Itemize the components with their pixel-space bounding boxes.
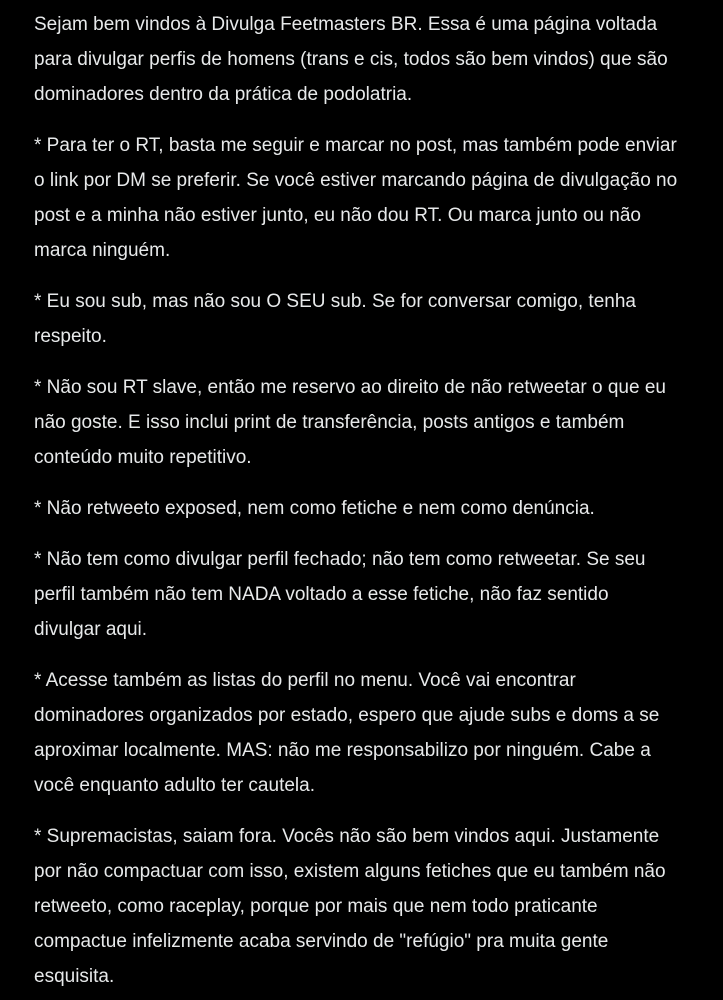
text-line: conteúdo muito repetitivo. xyxy=(34,447,252,468)
paragraph-welcome xyxy=(34,7,689,112)
text-line: divulgar aqui. xyxy=(34,619,148,640)
paragraph-respect-rule xyxy=(34,284,689,354)
text-line: dominadores dentro da prática de podolatria. xyxy=(34,84,413,105)
text-line: compactue infelizmente acaba servindo de "refúgio" pra muita gente xyxy=(34,931,609,952)
text-line: * Acesse também as listas do perfil no menu. Você vai encontrar xyxy=(34,670,576,691)
text-line: * Não tem como divulgar perfil fechado; não tem como retweetar. Se seu xyxy=(34,549,646,570)
text-line: dominadores organizados por estado, espero que ajude subs e doms a se xyxy=(34,705,660,726)
text-line: * Eu sou sub, mas não sou O SEU sub. Se for conversar comigo, tenha xyxy=(34,291,636,312)
paragraph-exposed-rule xyxy=(34,491,689,526)
paragraph-closed-profile-rule xyxy=(34,542,689,647)
text-line: * Não retweeto exposed, nem como fetiche e nem como denúncia. xyxy=(34,498,595,519)
text-line: o link por DM se preferir. Se você estiver marcando página de divulgação no xyxy=(34,170,678,191)
text-line: respeito. xyxy=(34,326,107,347)
paragraph-supremacists-rule xyxy=(34,819,689,994)
text-line: você enquanto adulto ter cautela. xyxy=(34,775,315,796)
text-line: por não compactuar com isso, existem alguns fetiches que eu também não xyxy=(34,861,666,882)
text-line: retweeto, como raceplay, porque por mais que nem todo praticante xyxy=(34,896,598,917)
text-line: aproximar localmente. MAS: não me responsabilizo por ninguém. Cabe a xyxy=(34,740,651,761)
text-line: perfil também não tem NADA voltado a esse fetiche, não faz sentido xyxy=(34,584,609,605)
paragraph-lists-rule xyxy=(34,663,689,803)
paragraph-rt-rule xyxy=(34,128,689,268)
text-line: * Para ter o RT, basta me seguir e marcar no post, mas também pode enviar xyxy=(34,135,677,156)
text-line: esquisita. xyxy=(34,966,115,987)
text-line: * Não sou RT slave, então me reservo ao direito de não retweetar o que eu xyxy=(34,377,666,398)
text-line: não goste. E isso inclui print de transferência, posts antigos e também xyxy=(34,412,625,433)
paragraph-rt-slave-rule xyxy=(34,370,689,475)
text-line: * Supremacistas, saiam fora. Vocês não são bem vindos aqui. Justamente xyxy=(34,826,660,847)
text-line: post e a minha não estiver junto, eu não dou RT. Ou marca junto ou não xyxy=(34,205,641,226)
text-line: Sejam bem vindos à Divulga Feetmasters BR. Essa é uma página voltada xyxy=(34,14,658,35)
text-line: para divulgar perfis de homens (trans e cis, todos são bem vindos) que são xyxy=(34,49,668,70)
text-line: marca ninguém. xyxy=(34,240,171,261)
